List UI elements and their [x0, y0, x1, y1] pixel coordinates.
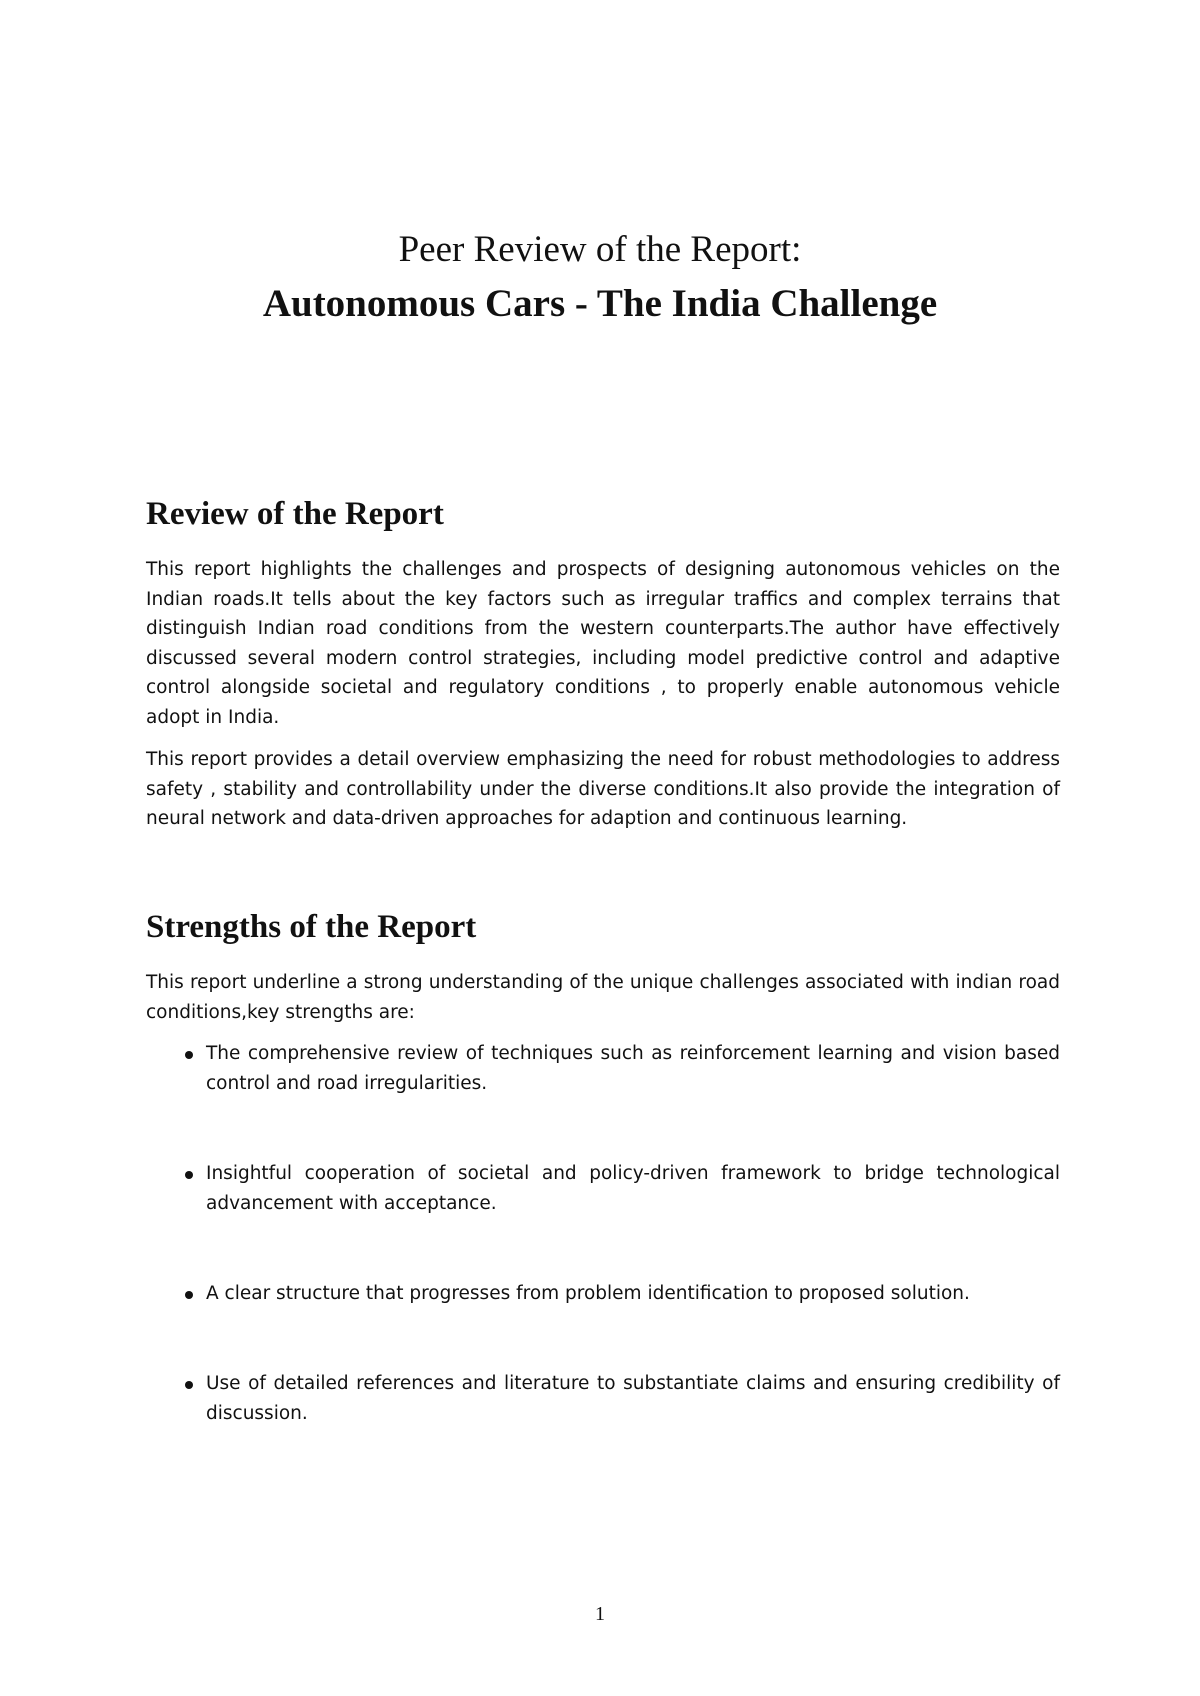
title-line-2: Autonomous Cars - The India Challenge — [262, 282, 938, 325]
title-block — [0, 228, 1200, 328]
bullet-icon — [185, 1051, 193, 1059]
bullet-text: Use of detailed references and literature to substantiate claims and ensuring credibility of discussion. — [206, 1373, 1060, 1424]
bullet-text: Insightful cooperation of societal and policy-driven framework to bridge technological advancement with acceptance. — [206, 1163, 1060, 1214]
review-paragraph-2: This report provides a detail overview emphasizing the need for robust methodologies to address safety , stability and controllability under the diverse conditions.It also provide the integration of neural network and data-driven approaches for adaption and continuous learning. — [146, 749, 1060, 829]
bullet-icon — [185, 1171, 193, 1179]
bullet-icon — [185, 1381, 193, 1389]
review-paragraph-1: This report highlights the challenges and prospects of designing autonomous vehicles on the Indian roads.It tells about the key factors such as irregular traffics and complex terrains that distinguish Indian road conditions from the western counterparts.The author have effectively discussed several modern control strategies, including model predictive control and adaptive control alongside societal and regulatory conditions , to properly enable autonomous vehicle adopt in India. — [146, 559, 1060, 728]
title-line-1: Peer Review of the Report: — [398, 229, 802, 270]
section-heading-strengths: Strengths of the Report — [146, 909, 477, 945]
bullet-text: The comprehensive review of techniques such as reinforcement learning and vision based control and road irregularities. — [206, 1043, 1060, 1094]
strengths-intro-paragraph: This report underline a strong understanding of the unique challenges associated with indian road conditions,key strengths are: — [146, 972, 1060, 1023]
section-heading-review: Review of the Report — [146, 496, 444, 532]
review-paragraph-2-container — [146, 745, 1060, 834]
list-item — [146, 1279, 1060, 1309]
review-paragraph-1-container — [146, 555, 1060, 732]
list-item — [146, 1159, 1060, 1218]
page-number: 1 — [595, 1603, 605, 1625]
list-item — [146, 1369, 1060, 1428]
strengths-intro-container — [146, 968, 1060, 1027]
list-item — [146, 1039, 1060, 1098]
bullet-icon — [185, 1291, 193, 1299]
bullet-text: A clear structure that progresses from problem identification to proposed solution. — [206, 1283, 970, 1304]
